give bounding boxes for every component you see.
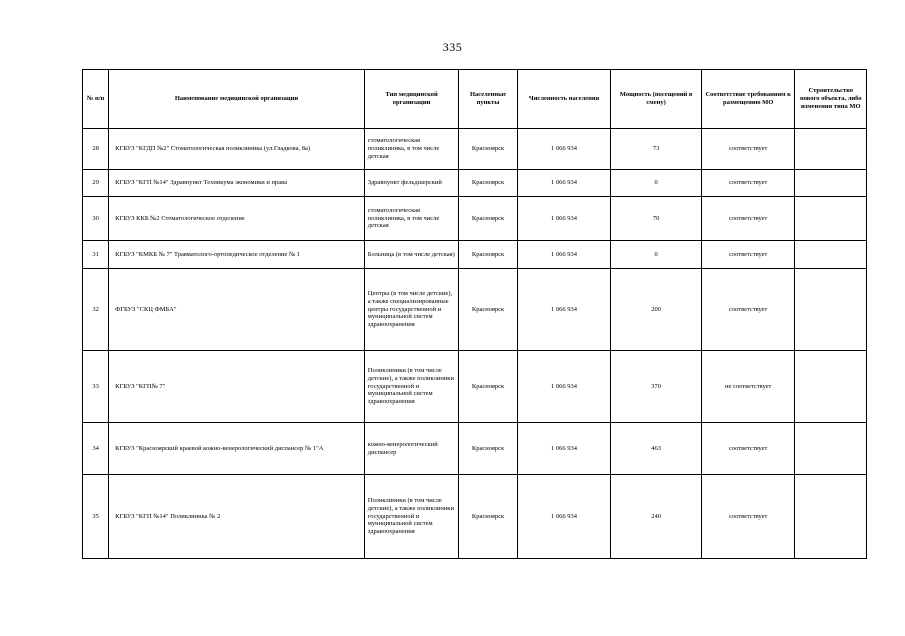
cell-name: КГБУЗ "КГП №14" Здравпункт Техникума экономики и права <box>109 170 365 197</box>
page-number: 335 <box>442 40 463 54</box>
cell-population: 1 066 934 <box>517 241 611 269</box>
cell-num: 29 <box>83 170 109 197</box>
cell-construction <box>795 269 867 351</box>
cell-locality: Красноярск <box>459 129 517 170</box>
header-capacity: Мощность (посещений в смену) <box>611 70 702 129</box>
cell-name: ФГБУЗ "СКЦ ФМБА" <box>109 269 365 351</box>
cell-num: 32 <box>83 269 109 351</box>
cell-construction <box>795 475 867 559</box>
cell-name: КГБУЗ "КГДП №2" Стоматологическая поликлиника (ул.Гладкова, 8а) <box>109 129 365 170</box>
cell-locality: Красноярск <box>459 170 517 197</box>
cell-type: Здравпункт фельдшерский <box>364 170 459 197</box>
cell-compliance: соответствует <box>701 269 795 351</box>
cell-compliance: соответствует <box>701 197 795 241</box>
cell-num: 35 <box>83 475 109 559</box>
cell-num: 31 <box>83 241 109 269</box>
cell-compliance: соответствует <box>701 423 795 475</box>
table-row <box>83 351 867 423</box>
cell-capacity: 370 <box>611 351 702 423</box>
cell-capacity: 73 <box>611 129 702 170</box>
cell-locality: Красноярск <box>459 241 517 269</box>
cell-compliance: соответствует <box>701 241 795 269</box>
cell-locality: Красноярск <box>459 351 517 423</box>
cell-population: 1 066 934 <box>517 197 611 241</box>
cell-locality: Красноярск <box>459 423 517 475</box>
cell-population: 1 066 934 <box>517 351 611 423</box>
cell-population: 1 066 934 <box>517 129 611 170</box>
header-population: Численность населения <box>517 70 611 129</box>
cell-type: Поликлиники (в том числе детские), а также поликлиники государственной и муниципальной систем здравоохранения <box>364 475 459 559</box>
cell-population: 1 066 934 <box>517 423 611 475</box>
cell-type: кожно-венерологический диспансер <box>364 423 459 475</box>
cell-type: Поликлиники (в том числе детские), а также поликлиники государственной и муниципальной систем здравоохранения <box>364 351 459 423</box>
cell-num: 28 <box>83 129 109 170</box>
table-header-row <box>83 70 867 129</box>
cell-type: стоматологическая поликлиника, в том числе детская <box>364 129 459 170</box>
cell-type: Центры (в том числе детские), а также специализированные центры государственной и муниципальной систем здравоохранения <box>364 269 459 351</box>
cell-compliance: соответствует <box>701 129 795 170</box>
cell-locality: Красноярск <box>459 197 517 241</box>
cell-capacity: 200 <box>611 269 702 351</box>
cell-name: КГБУЗ "Красноярский краевой кожно-венерологический диспансер № 1"А <box>109 423 365 475</box>
cell-name: КГБУЗ "КМКБ № 7" Травматолого-ортопедическое отделение № 1 <box>109 241 365 269</box>
table-row <box>83 129 867 170</box>
cell-locality: Красноярск <box>459 269 517 351</box>
cell-compliance: соответствует <box>701 170 795 197</box>
table-row <box>83 475 867 559</box>
cell-compliance: не соответствует <box>701 351 795 423</box>
cell-construction <box>795 423 867 475</box>
cell-construction <box>795 351 867 423</box>
header-compliance: Соответствие требованиям к размещению МО <box>701 70 795 129</box>
medical-organizations-table <box>82 69 867 559</box>
cell-capacity: 70 <box>611 197 702 241</box>
cell-construction <box>795 241 867 269</box>
header-locality: Населенные пункты <box>459 70 517 129</box>
cell-capacity: 0 <box>611 170 702 197</box>
cell-population: 1 066 934 <box>517 475 611 559</box>
cell-name: КГБУЗ "КГП№ 7" <box>109 351 365 423</box>
cell-population: 1 066 934 <box>517 269 611 351</box>
cell-construction <box>795 170 867 197</box>
cell-type: Больница (в том числе детская) <box>364 241 459 269</box>
cell-capacity: 463 <box>611 423 702 475</box>
table-row <box>83 170 867 197</box>
header-type: Тип медицинской организации <box>364 70 459 129</box>
cell-num: 33 <box>83 351 109 423</box>
cell-compliance: соответствует <box>701 475 795 559</box>
cell-capacity: 240 <box>611 475 702 559</box>
cell-name: КГБУЗ "КГП №14" Поликлиника № 2 <box>109 475 365 559</box>
table-row <box>83 241 867 269</box>
cell-construction <box>795 197 867 241</box>
cell-locality: Красноярск <box>459 475 517 559</box>
table-row <box>83 197 867 241</box>
table-row <box>83 423 867 475</box>
header-num: № п/п <box>83 70 109 129</box>
header-name: Наименование медицинской организации <box>109 70 365 129</box>
cell-type: стоматологическая поликлиника, в том числе детская <box>364 197 459 241</box>
cell-construction <box>795 129 867 170</box>
table-row <box>83 269 867 351</box>
cell-name: КГБУЗ ККБ №2 Стоматологическое отделение <box>109 197 365 241</box>
header-construction: Строительство нового объекта, либо изменения типа МО <box>795 70 867 129</box>
cell-num: 34 <box>83 423 109 475</box>
cell-num: 30 <box>83 197 109 241</box>
cell-capacity: 0 <box>611 241 702 269</box>
cell-population: 1 066 934 <box>517 170 611 197</box>
